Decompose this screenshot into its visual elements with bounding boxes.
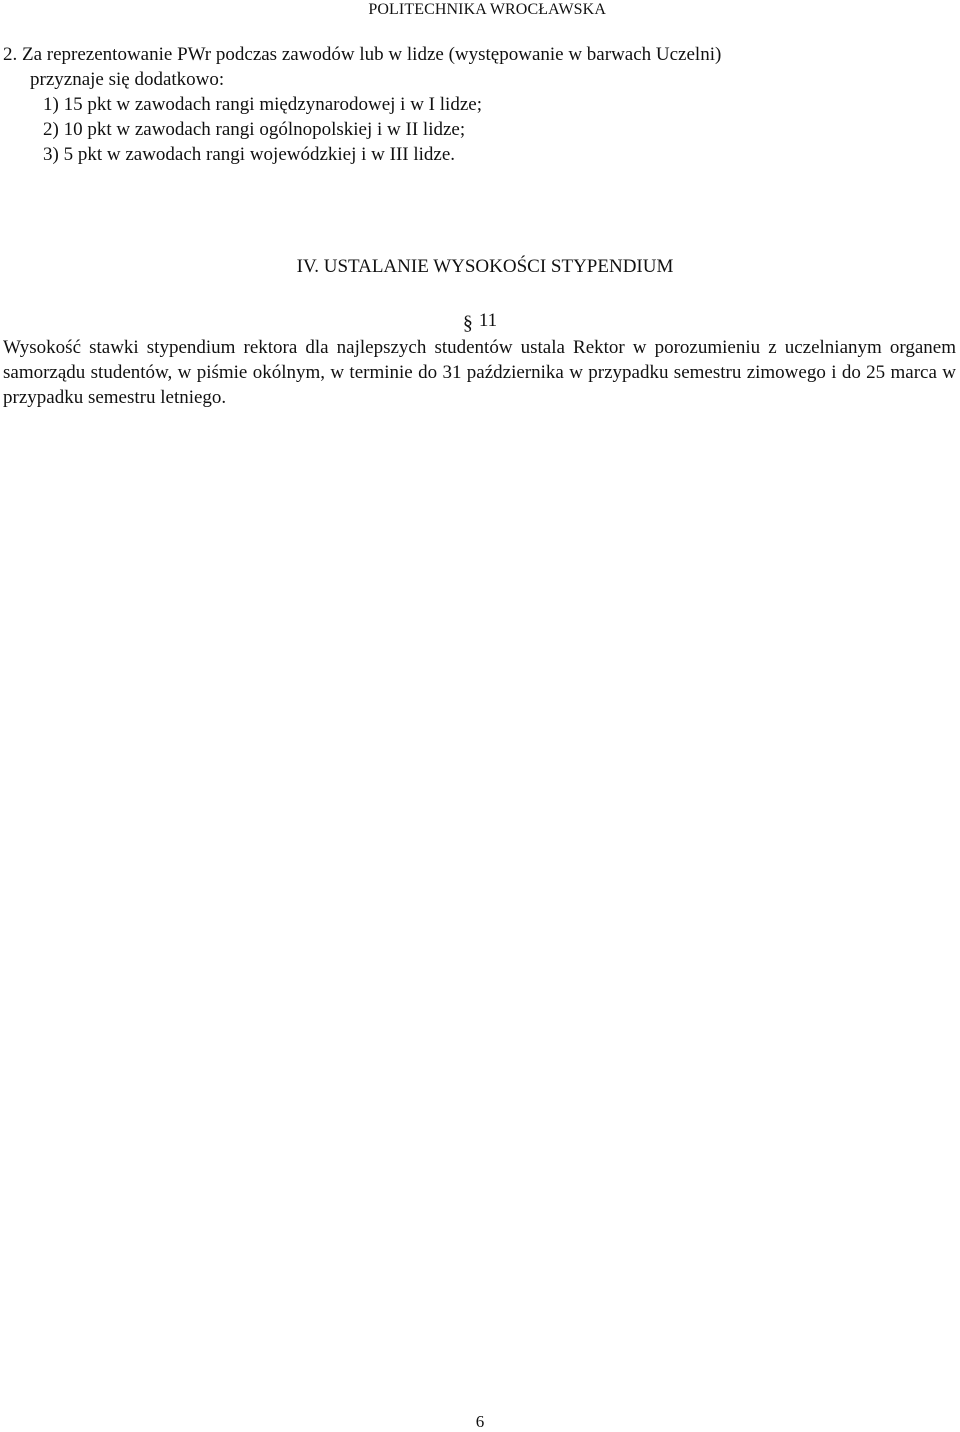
point-2-continuation: przyznaje się dodatkowo:: [30, 69, 225, 90]
point-2-lead: 2. Za reprezentowanie PWr podczas zawodów lub w lidze (występowanie w barwach Uczelni): [3, 44, 722, 65]
point-2-item-1: 1) 15 pkt w zawodach rangi międzynarodowej i w I lidze;: [43, 94, 482, 115]
point-2-item-2: 2) 10 pkt w zawodach rangi ogólnopolskiej i w II lidze;: [43, 119, 466, 140]
page-number: 6: [475, 1412, 485, 1431]
point-2-item-3: 3) 5 pkt w zawodach rangi wojewódzkiej i w III lidze.: [43, 144, 456, 165]
paragraph-number: 11: [478, 310, 498, 331]
page-header-institution: POLITECHNIKA WROCŁAWSKA: [368, 1, 606, 18]
section-heading: IV. USTALANIE WYSOKOŚCI STYPENDIUM: [296, 256, 674, 277]
paragraph-11-text: Wysokość stawki stypendium rektora dla najlepszych studentów ustala Rektor w porozumieniu z uczelnianym organem samorządu studentów, w piśmie okólnym, w terminie do 31 października w przypadku semestru zimowego i do 25 marca w przypadku semestru letniego.: [3, 337, 956, 408]
point-2-block: [3, 42, 903, 167]
paragraph-mark: [0, 309, 960, 333]
paragraph-sign: §: [462, 312, 473, 334]
